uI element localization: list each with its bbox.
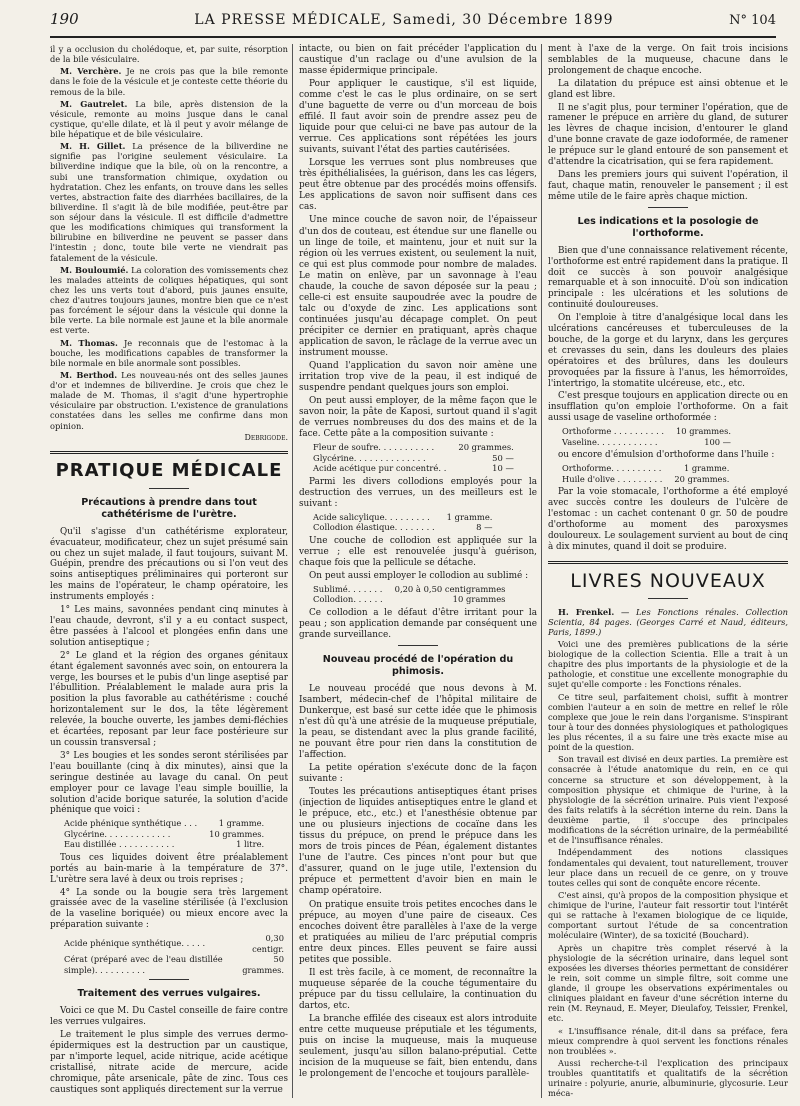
- paragraph: La dilatation du prépuce est ainsi obtenue et le gland est libre.: [548, 78, 788, 100]
- ingredient: Huile d'olive . . . . . . . . .: [562, 473, 663, 484]
- section-rule: [50, 451, 288, 454]
- formula-row: [562, 437, 735, 448]
- paragraph: intacte, ou bien on fait précéder l'application du caustique d'un raclage ou d'une avulsion de la masse épidermique principale.: [299, 44, 537, 77]
- quantity: 1 gramme.: [446, 511, 493, 522]
- speaker-text: Je reconnais que de l'estomac à la bouche, les modifications capables de transformer la bile normale en bile anormale sont possibles.: [50, 337, 289, 368]
- quantity: 0,30 centigr.: [252, 933, 284, 954]
- paragraph: [548, 607, 788, 637]
- ingredient: Acide acétique pur concentré. .: [313, 463, 447, 474]
- paragraph: Dans les premiers jours qui suivent l'opération, il faut, chaque matin, renouveler le pansement ; il est même utile de le faire après chaque miction.: [548, 169, 788, 202]
- ingredient: Glycérine. . . . . . . . . . . . . .: [313, 452, 426, 463]
- paragraph: Une couche de collodion est appliquée sur la verrue ; elle est renouvelée jusqu'à guérison, chaque fois que la pellicule se détache.: [299, 535, 537, 568]
- quantity: 10 grammes.: [209, 828, 265, 839]
- ingredient: Eau distillée . . . . . . . . . . .: [64, 839, 175, 850]
- paragraph: Il ne s'agit plus, pour terminer l'opération, que de ramener le prépuce en arrière du gland, de suturer les lèvres de chaque incision, d'entourer le gland d'une bonne cravate de gaze iodoformée, de ramener le prépuce sur le gland entouré de son pansement et d'attendre la cicatrisation, qui se fera rapidement.: [548, 102, 788, 168]
- quantity: 100 —: [704, 436, 731, 447]
- paragraph: Il est très facile, à ce moment, de reconnaître la muqueuse séparée de la couche tégumentaire du prépuce par du tissu cellulaire, la continuation du dartos, etc.: [299, 967, 537, 1011]
- paragraph: Quand l'application du savon noir amène une irritation trop vive de la peau, il est indiqué de suspendre pendant quelques jours son emploi.: [299, 360, 537, 393]
- ingredient: Collodion. . . . . .: [313, 594, 383, 605]
- quantity: 0,20 à 0,50 centigrammes: [394, 583, 506, 594]
- quantity: 1 litre.: [236, 839, 265, 850]
- paragraph: On pratique ensuite trois petites encoches dans le prépuce, au moyen d'une paire de ciseaux. Ces encoches doivent être parallèles à l'axe de la verge et pratiquées au milieu de l'arc préputial compris entre deux pinces. Elles peuvent se faire aussi petites que possible.: [299, 899, 537, 965]
- page-header: [50, 10, 776, 38]
- quantity: 1 gramme.: [683, 463, 730, 474]
- formula-table: [313, 512, 496, 533]
- paragraph: [50, 99, 288, 140]
- paragraph: Le traitement le plus simple des verrues dermo-épidermiques est la destruction par un caustique, par n'importe lequel, acide nitrique, acide acétique cristallisé, nitrate acide de mercure, acide chromique, pâte arsenicale, pâte de zinc. Tous ces caustiques sont appliqués directement sur la verrue: [50, 1029, 288, 1095]
- paragraph: 4° La sonde ou la bougie sera très largement graissée avec de la vaseline stérilisée (à l'exclusion de la vaseline boriquée) ou mieux encore avec la préparation suivante :: [50, 887, 288, 931]
- paragraph: Parmi les divers collodions employés pour la destruction des verrues, un des meilleurs est le suivant :: [299, 476, 537, 509]
- formula-table: [64, 933, 288, 975]
- column-2: [299, 44, 537, 1082]
- section-title: PRATIQUE MÉDICALE: [55, 459, 283, 481]
- paragraph: ou encore d'émulsion d'orthoforme dans l'huile :: [558, 450, 775, 461]
- paragraph: On peut aussi employer, de la même façon que le savon noir, la pâte de Kaposi, surtout quand il s'agit de verrues nombreuses du dos des mains et de la face. Cette pâte a la composition suivante :: [299, 395, 537, 440]
- quantity: 10 grammes.: [676, 426, 731, 437]
- paragraph: Toutes les précautions antiseptiques étant prises (injection de liquides antiseptiques entre le gland et le prépuce, etc., etc.) et l'anesthésie obtenue par une ou plusieurs injections de cocaïne dans les tissus du prépuce, on prend le prépuce dans les mors de trois pinces de Péan, également distantes l'une de l'autre. Ces pinces n'ont pour but que d'assurer, quand on le juge utile, l'extension du prépuce et permettent d'avoir bien en main le champ opératoire.: [299, 787, 537, 897]
- column-1: [50, 44, 288, 1097]
- paragraph: 3° Les bougies et les sondes seront stérilisées par l'eau bouillante (cinq à dix minutes), ainsi que la seringue destinée au lavage du canal. On peut employer pour ce lavage l'eau simple bouillie, la solution d'acide borique saturée, la solution d'acide phénique que voici :: [50, 750, 288, 816]
- formula-row: [562, 463, 733, 474]
- paragraph: C'est ainsi, qu'à propos de la composition physique et chimique de l'urine, l'auteur fait ressortir tout l'intérêt qui se rattache à l'examen biologique de ce liquide, comportant surtout l'étude de sa concentration moléculaire (Winter), de sa toxicité (Bouchard).: [548, 889, 788, 941]
- paragraph: Après un chapitre très complet réservé à la physiologie de la sécrétion urinaire, dans lequel sont exposées les diverses théories permettant de considérer le rein, soit comme un simple filtre, soit comme une glande, il groupe les observations expérimentales ou cliniques plaidant en faveur d'une sécrétion interne du rein (M. Reynaud, E. Meyer, Dieulafoy, Teissier, Frenkel, etc.: [548, 942, 788, 1024]
- speaker-name: M. Thomas.: [60, 337, 118, 348]
- paragraph: Indépendamment des notions classiques fondamentales qui devaient, tout naturellement, trouver leur place dans un recueil de ce genre, on y trouve toutes celles qui sont de conquête encore récente.: [548, 847, 788, 888]
- divider: [149, 488, 189, 489]
- signature: Debrigode.: [244, 432, 288, 442]
- paragraph: Voici ce que M. Du Castel conseille de faire contre les verrues vulgaires.: [50, 1006, 288, 1028]
- ingredient: Acide phénique synthétique . . .: [64, 818, 198, 829]
- paragraph: Par la voie stomacale, l'orthoforme a été employé avec succès contre les douleurs de l'ulcère de l'estomac : un cachet contenant 0 gr. 50 de poudre d'orthoforme au moment des paroxysmes douloureux. Le soulagement survient au bout de cinq à dix minutes, quand il doit se produire.: [548, 487, 788, 552]
- quantity: 1 gramme.: [218, 818, 265, 829]
- formula-table: [562, 463, 733, 484]
- speaker-text: Les nouveau-nés ont des selles jaunes d'or et indemnes de biliverdine. Je crois que chez le malade de M. Thomas, il s'agit d'une hypertrophie vésiculaire par obstruction. L'existence de granulations constatées dans les selles me confirme dans mon opinion.: [50, 369, 289, 431]
- issue-number: N° 104: [729, 13, 776, 28]
- speaker-name: M. Berthod.: [60, 369, 118, 380]
- column-3: [548, 44, 788, 1100]
- article-title: Les indications et la posologie de l'orthoforme.: [577, 215, 759, 239]
- paragraph: Lorsque les verrues sont plus nombreuses que très épithélialisées, la guérison, dans les cas légers, peut être obtenue par des procédés moins offensifs. Les applications de savon noir suffisent dans ces cas.: [299, 158, 537, 213]
- speaker-name: M. Verchère.: [60, 66, 122, 77]
- paragraph: Pour appliquer le caustique, s'il est liquide, comme c'est le cas le plus ordinaire, on se sert d'une baguette de verre ou d'un morceau de bois effilé. Il faut avoir soin de prendre assez peu de liquide pour que celui-ci ne bave pas autour de la verrue. Ces applications sont répétées les jours suivants, suivant l'état des parties cautérisées.: [299, 79, 537, 156]
- formula-row: [64, 839, 268, 850]
- formula-row: [313, 463, 518, 474]
- speaker-text: La coloration des vomissements chez les malades atteints de coliques hépatiques, qui sont chez les uns verts tout d'abord, puis jaunes ensuite, chez d'autres toujours jaunes, montre bien que ce n'est pas forcément le séjour dans la vésicule qui donne la bile verte. La bile normale est jaune et la bile anormale est verte.: [50, 264, 288, 336]
- paragraph: On peut aussi employer le collodion au sublimé :: [309, 570, 529, 581]
- paragraph: il y a occlusion du cholédoque, et, par suite, résorption de la bile vésiculaire.: [50, 44, 288, 65]
- book-author: H. Frenkel.: [558, 606, 615, 617]
- formula-row: [313, 522, 496, 533]
- formula-row: [313, 594, 509, 605]
- paragraph: « L'insuffisance rénale, dit-il dans sa préface, fera mieux comprendre à quoi servent les fonctions rénales non troublées ».: [548, 1025, 788, 1056]
- speaker-name: M. Gautrelet.: [60, 98, 128, 109]
- paragraph: Son travail est divisé en deux parties. La première est consacrée à l'étude anatomique du rein, en ce qui concerne sa structure et son développement, à la composition physique et chimique de l'urine, à la physiologie de la sécrétion urinaire. Puis vient l'exposé des faits relatifs à la sécrétion interne du rein. Dans la deuxième partie, il s'occupe des principales modifications de la sécrétion urinaire, de la perméabilité et de l'insuffisance rénales.: [548, 754, 788, 846]
- quantity: 10 grammes: [452, 594, 506, 605]
- paragraph: On l'emploie à titre d'analgésique local dans les ulcérations cancéreuses et tuberculeuses de la bouche, de la gorge et du larynx, dans les gerçures et crevasses du sein, dans les douleurs des plaies opératoires et des brûlures, dans les douleurs provoquées par la fissure à l'anus, les hémorroïdes, l'intertrigo, la stomatite ulcéreuse, etc., etc.: [548, 313, 788, 389]
- divider: [398, 645, 438, 646]
- article-title: Traitement des verrues vulgaires.: [77, 988, 261, 1000]
- formula-row: [64, 954, 288, 975]
- paragraph: Tous ces liquides doivent être préalablement portés au bain-marie à la température de 37°. L'urètre sera lavé à deux ou trois reprises ;: [50, 852, 288, 885]
- paragraph: [50, 338, 288, 368]
- book-reference: — Les Fonctions rénales. Collection Scientia, 84 pages. (Georges Carré et Naud, éditeurs, Paris, 1899.): [548, 606, 788, 637]
- formula-row: [64, 818, 268, 829]
- quantity: 10 —: [492, 463, 514, 474]
- paragraph: Le nouveau procédé que nous devons à M. Isambert, médecin-chef de l'hôpital militaire de Dunkerque, est basé sur cette idée que le phimosis n'est dû qu'à une atrésie de la muqueuse préputiale, la peau, se distendant avec la plus grande facilité, ne pouvant être pour rien dans la constitution de l'affection.: [299, 683, 537, 761]
- paragraph: C'est presque toujours en application directe ou en insufflation qu'on emploie l'orthoforme. On a fait aussi usage de vaseline orthoformée :: [548, 391, 788, 424]
- page-number: 190: [50, 10, 79, 28]
- paragraph: 1° Les mains, savonnées pendant cinq minutes à l'eau chaude, devront, s'il y a eu contact suspect, être passées à l'alcool et plongées enfin dans une solution antiseptique ;: [50, 605, 288, 648]
- formula-row: [64, 933, 288, 954]
- formula-row: [313, 584, 509, 595]
- paragraph: Qu'il s'agisse d'un cathétérisme explorateur, évacuateur, modificateur, chez un sujet présumé sain ou chez un sujet malade, il faut toujours, suivant M. Guépin, prendre des précautions ou si l'on veut des soins antiseptiques préliminaires qui porteront sur les mains de l'opérateur, le champ opératoire, les instruments employés :: [50, 526, 288, 603]
- divider: [149, 979, 189, 980]
- speaker-text: La présence de la biliverdine ne signifie pas l'origine seulement vésiculaire. La biliverdine indique que la bile, où on la rencontre, a subi une transformation chimique, oxydation ou hydratation. Chez les enfants, on trouve dans les selles vertes, abstraction faite des diarrhées bacillaires, de la biliverdine. Il s'agit là de bile modifiée, peut-être par son séjour dans la vésicule. Il est difficile d'admettre que les modifications chimiques qui transforment la bilirubine en biliverdine ne peuvent se passer dans l'intestin ; donc, toute bile verte ne viendrait pas fatalement de la vésicule.: [50, 141, 288, 263]
- paragraph: Ce collodion a le défaut d'être irritant pour la peau ; son application demande par conséquent une grande surveillance.: [299, 607, 537, 640]
- formula-table: [313, 442, 518, 474]
- speaker-text: La bile, après distension de la vésicule, remonte au moins jusque dans le canal cystique, qu'elle dilate, et là il peut y avoir mélange de bile hépatique et de bile vésiculaire.: [50, 98, 288, 139]
- paragraph: Voici une des premières publications de la série biologique de la collection Scientia. Elle a trait à un chapitre des plus importants de la physiologie et de la pathologie, et constitue une excellente monographie du sujet qu'elle comporte : les Fonctions rénales.: [548, 638, 788, 690]
- quantity: 20 grammes.: [458, 442, 514, 453]
- formula-row: [313, 442, 518, 453]
- paragraph: Aussi recherche-t-il l'explication des principaux troubles quantitatifs et qualitatifs de la sécrétion urinaire : polyurie, anurie, albuminurie, glycosurie. Leur méca-: [548, 1057, 788, 1099]
- ingredient: Cérat (préparé avec de l'eau distillée simple). . . . . . . . . .: [64, 954, 223, 975]
- article-title: Précautions à prendre dans tout cathétérisme de l'urètre.: [81, 496, 257, 520]
- section-title: LIVRES NOUVEAUX: [570, 569, 766, 592]
- book-review: [548, 607, 788, 1099]
- formula-row: [313, 512, 496, 523]
- speaker-text: Je ne crois pas que la bile remonte dans le foie de la vésicule et je conteste cette théorie du remous de la bile.: [50, 66, 288, 97]
- ingredient: Glycérine. . . . . . . . . . . . .: [64, 828, 171, 839]
- column-divider: [541, 44, 542, 1098]
- ingredient: Fleur de soufre. . . . . . . . . . .: [313, 442, 435, 453]
- journal-title: LA PRESSE MÉDICALE, Samedi, 30 Décembre 1899: [194, 12, 614, 28]
- formula-row: [313, 453, 518, 464]
- speaker-name: M. Bouloumié.: [60, 264, 129, 275]
- article-title: Nouveau procédé de l'opération du phimosis.: [322, 653, 514, 677]
- ingredient: Collodion élastique. . . . . . . .: [313, 522, 435, 533]
- paragraph: Bien que d'une connaissance relativement récente, l'orthoforme est entré rapidement dans la pratique. Il doit ce succès à son pouvoir analgésique remarquable et à son innocuité. D'où son indication principale : les ulcérations et les solutions de continuité douloureuses.: [548, 245, 788, 311]
- paragraph: [50, 66, 288, 96]
- ingredient: Orthoforme. . . . . . . . . .: [562, 463, 662, 474]
- quantity: 50 grammes.: [242, 954, 284, 975]
- ingredient: Acide phénique synthétique. . . . .: [64, 938, 206, 949]
- quantity: 8 —: [476, 522, 493, 533]
- paragraph: ment à l'axe de la verge. On fait trois incisions semblables de la muqueuse, chacune dans le prolongement de chaque encoche.: [548, 44, 788, 76]
- formula-table: [64, 818, 268, 850]
- formula-row: [562, 474, 733, 485]
- paragraph: La branche effilée des ciseaux est alors introduite entre cette muqueuse préputiale et les téguments, puis on incise la muqueuse, mais la muqueuse seulement, jusqu'au sillon balano-préputial. Cette incision de la muqueuse se fait, bien entendu, dans le prolongement de l'encoche et toujours parallèle-: [299, 1013, 537, 1079]
- formula-table: [562, 426, 735, 447]
- divider: [648, 207, 688, 208]
- ingredient: Vaseline. . . . . . . . . . . .: [562, 436, 658, 447]
- paragraph: [50, 265, 288, 336]
- paragraph: La petite opération s'exécute donc de la façon suivante :: [299, 763, 537, 785]
- formula-row: [64, 829, 268, 840]
- section-rule: [548, 561, 788, 564]
- ingredient: Orthoforme . . . . . . . . . .: [562, 426, 664, 437]
- column-divider: [292, 44, 293, 1098]
- paragraph: 2° Le gland et la région des organes génitaux étant également savonnés avec soin, on entourera la verge, les bourses et le pubis d'un linge aseptisé par l'ébullition. Préalablement le malade aura pris la position la plus favorable au cathétérisme : couché horizontalement sur le dos, la tête légèrement relevée, la bouche ouverte, les jambes demi-fléchies et écartées, reposant par leur face postérieure sur un coussin transversal ;: [50, 650, 288, 748]
- ingredient: Sublimé. . . . . . .: [313, 583, 383, 594]
- divider: [648, 598, 688, 599]
- speaker-name: M. H. Gillet.: [60, 141, 126, 152]
- paragraph: Ce titre seul, parfaitement choisi, suffit à montrer combien l'auteur a en soin de mettre en relief le rôle complexe que joue le rein dans l'organisme. S'inspirant tour à tour des données physiologiques et pathologiques les plus récentes, il a su faire une très exacte mise au point de la question.: [548, 691, 788, 753]
- quantity: 20 grammes.: [674, 473, 730, 484]
- quantity: 50 —: [492, 452, 514, 463]
- discussion-block: [50, 44, 288, 443]
- formula-row: [562, 426, 735, 437]
- paragraph: Une mince couche de savon noir, de l'épaisseur d'un dos de couteau, est étendue sur une flanelle ou un linge de toile, et maintenu, jour et nuit sur la région où les verrues existent, ou seulement la nuit, ce qui est plus commode pour nombre de malades. Le matin on enlève, par un savonnage à l'eau chaude, la couche de savon déposée sur la peau ; celle-ci est ensuite saupoudrée avec la poudre de talc ou d'oxyde de zinc. Les applications sont continuées jusqu'au décapage complet. On peut précipiter ce dernier en pratiquant, après chaque application de savon, le râclage de la verrue avec un instrument mousse.: [299, 215, 537, 358]
- ingredient: Acide salicylique. . . . . . . . .: [313, 511, 430, 522]
- paragraph: [50, 141, 288, 263]
- formula-table: [313, 584, 509, 605]
- paragraph: [50, 370, 288, 431]
